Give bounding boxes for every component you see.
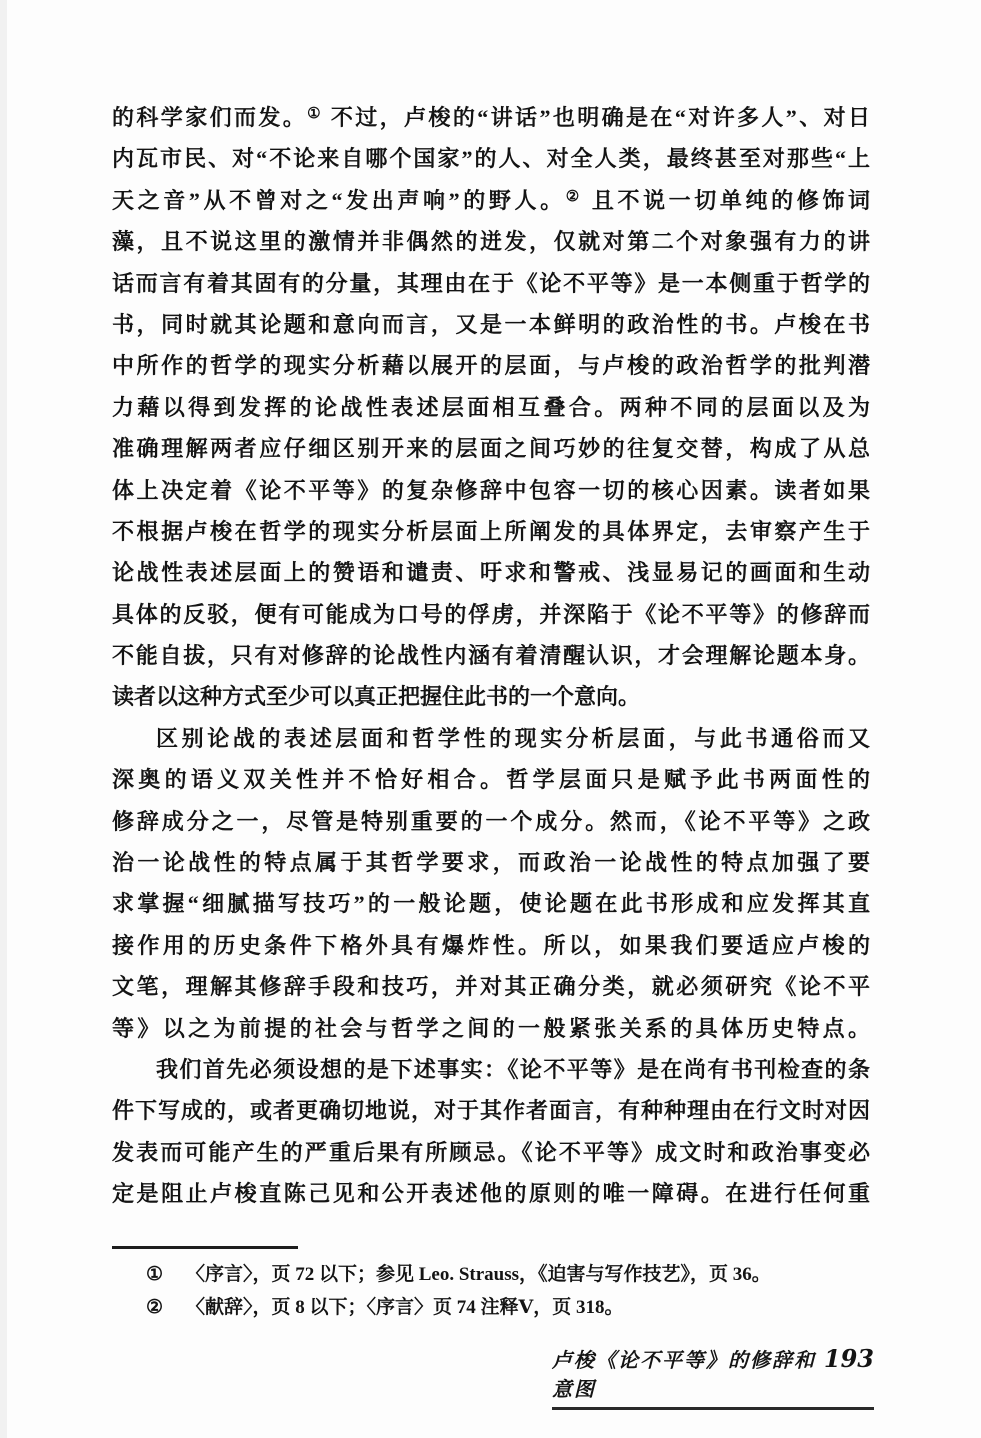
footnote-item	[146, 1295, 866, 1321]
body-text	[112, 97, 870, 1215]
body-line-text: 的科学家们而发。	[112, 105, 308, 130]
body-line-text: 不过，卢梭的“讲话”也明确是在“对许多人”、对日	[322, 105, 870, 130]
body-line: 发表而可能产生的严重后果有所顾忌。《论不平等》成文时和政治事变必	[112, 1139, 870, 1165]
body-line: 论战性表述层面上的赞语和谴责、吁求和警戒、浅显易记的画面和生动	[112, 560, 870, 586]
body-line-paragraph-end: 等》以之为前提的社会与哲学之间的一般紧张关系的具体历史特点。	[112, 1015, 870, 1041]
body-line: 深奥的语义双关性并不恰好相合。哲学层面只是赋予此书两面性的	[112, 767, 870, 793]
footnote-marker-2: ②	[146, 1297, 164, 1318]
footnote-text: 〈序言〉，页 72 以下；参见 Leo. Strauss，《迫害与写作技艺》，页 36。	[186, 1264, 771, 1285]
body-line: 内瓦市民、对“不论来自哪个国家”的人、对全人类，最终甚至对那些“上	[112, 146, 870, 172]
footnote-marker-1: ①	[146, 1264, 164, 1285]
body-line-paragraph-start: 我们首先必须设想的是下述事实：《论不平等》是在尚有书刊检查的条	[156, 1056, 870, 1082]
footnote-item	[146, 1262, 866, 1288]
footnote-ref-1: ①	[307, 106, 323, 122]
page-footer	[552, 1344, 874, 1410]
body-line: 准确理解两者应仔细区别开来的层面之间巧妙的往复交替，构成了从总	[112, 436, 870, 462]
body-line: 定是阻止卢梭直陈己见和公开表述他的原则的唯一障碍。在进行任何重	[112, 1181, 870, 1207]
body-line: 文笔，理解其修辞手段和技巧，并对其正确分类，就必须研究《论不平	[112, 974, 870, 1000]
footnotes-section	[146, 1262, 866, 1328]
body-line-text: 且不说一切单纯的修饰词	[582, 187, 870, 213]
body-line: 不能自拔，只有对修辞的论战性内涵有着清醒认识，才会理解论题本身。	[112, 643, 870, 669]
body-line: 体上决定着《论不平等》的复杂修辞中包容一切的核心因素。读者如果	[112, 477, 870, 503]
body-line: 力藉以得到发挥的论战性表述层面相互叠合。两种不同的层面以及为	[112, 394, 870, 420]
body-line	[112, 180, 870, 221]
page-number: 193	[823, 1344, 874, 1373]
body-line: 求掌握“细腻描写技巧”的一般论题，使论题在此书形成和应发挥其直	[112, 891, 870, 917]
body-line	[112, 97, 870, 138]
body-line-paragraph-start: 区别论战的表述层面和哲学性的现实分析层面，与此书通俗而又	[156, 725, 870, 751]
body-line: 话而言有着其固有的分量，其理由在于《论不平等》是一本侧重于哲学的	[112, 270, 870, 296]
footnote-ref-2: ②	[565, 188, 583, 205]
body-line: 不根据卢梭在哲学的现实分析层面上所阐发的具体界定，去审察产生于	[112, 518, 870, 544]
footnote-text: 〈献辞〉，页 8 以下；〈序言〉页 74 注释Ⅴ，页 318。	[186, 1297, 624, 1318]
scan-edge-shading	[0, 0, 7, 1438]
footnote-divider	[112, 1246, 298, 1249]
running-title: 卢梭《论不平等》的修辞和意图	[552, 1350, 816, 1401]
body-line: 中所作的哲学的现实分析藉以展开的层面，与卢梭的政治哲学的批判潜	[112, 353, 870, 379]
body-line: 具体的反驳，便有可能成为口号的俘虏，并深陷于《论不平等》的修辞而	[112, 601, 870, 627]
body-line: 修辞成分之一，尽管是特别重要的一个成分。然而，《论不平等》之政	[112, 808, 870, 834]
body-line: 书，同时就其论题和意向而言，又是一本鲜明的政治性的书。卢梭在书	[112, 311, 870, 337]
body-line-paragraph-end: 读者以这种方式至少可以真正把握住此书的一个意向。	[112, 684, 641, 710]
body-line: 藻，且不说这里的激情并非偶然的迸发，仅就对第二个对象强有力的讲	[112, 229, 870, 255]
body-line: 治一论战性的特点属于其哲学要求，而政治一论战性的特点加强了要	[112, 850, 870, 876]
body-line-text: 天之音”从不曾对之“发出声响”的野人。	[112, 187, 566, 213]
body-line: 接作用的历史条件下格外具有爆炸性。所以，如果我们要适应卢梭的	[112, 932, 870, 958]
body-line: 件下写成的，或者更确切地说，对于其作者面言，有种种理由在行文时对因	[112, 1098, 870, 1124]
